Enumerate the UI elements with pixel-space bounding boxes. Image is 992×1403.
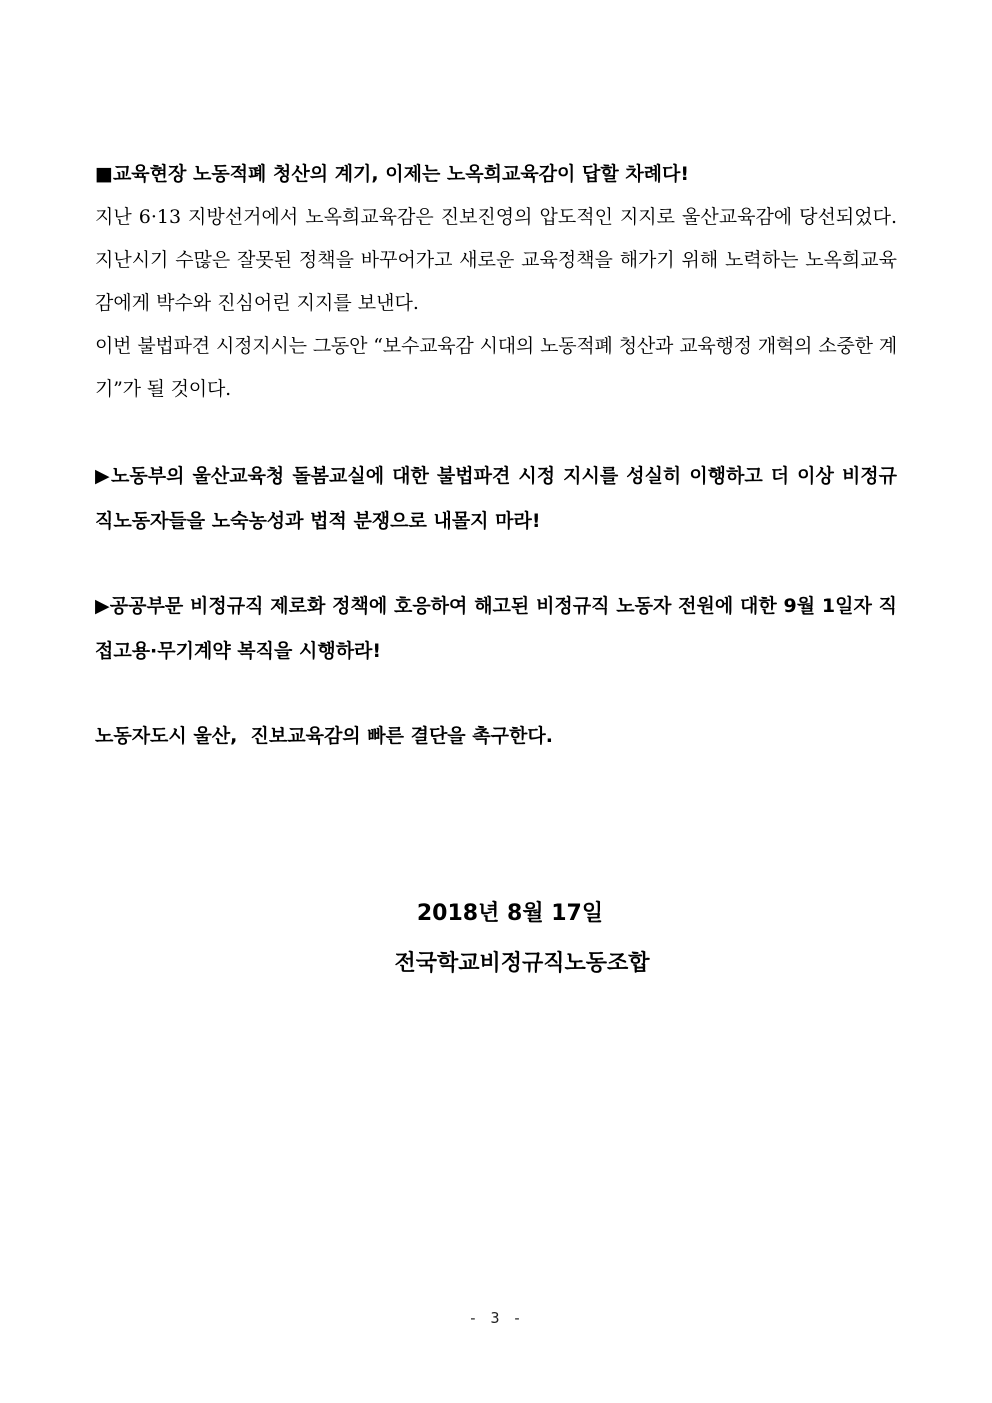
spacer (95, 544, 897, 584)
spacer (95, 674, 897, 714)
paragraph-election-support: 지난 6·13 지방선거에서 노옥희교육감은 진보진영의 압도적인 지지로 울산교육감에 당선되었다. 지난시기 수많은 잘못된 정책을 바꾸어가고 새로운 교육정책을 해가기 위해 노력하는 노옥희교육감에게 박수와 진심어린 지지를 보낸다. (95, 206, 897, 314)
spacer (95, 411, 897, 454)
demand-comply-order: ▶노동부의 울산교육청 돌봄교실에 대한 불법파견 시정 지시를 성실히 이행하고 더 이상 비정규직노동자들을 노숙농성과 법적 분쟁으로 내몰지 마라! (95, 465, 897, 532)
page-number: - 3 - (468, 1309, 524, 1327)
signature-date: 2018년 8월 17일 (416, 901, 604, 926)
signature-organization: 전국학교비정규직노동조합 (394, 951, 650, 976)
demand-reinstatement: ▶공공부문 비정규직 제로화 정책에 호응하여 해고된 비정규직 노동자 전원에 대한 9월 1일자 직접고용·무기계약 복직을 시행하라! (95, 595, 897, 662)
paragraph-correction-order: 이번 불법파견 시정지시는 그동안 “보수교육감 시대의 노동적폐 청산과 교육행정 개혁의 소중한 계기”가 될 것이다. (95, 335, 897, 400)
section-heading: ■교육현장 노동적폐 청산의 계기, 이제는 노옥희교육감이 답할 차례다! (95, 163, 690, 185)
closing-statement: 노동자도시 울산, 진보교육감의 빠른 결단을 촉구한다. (95, 725, 553, 747)
document-body (95, 152, 897, 759)
